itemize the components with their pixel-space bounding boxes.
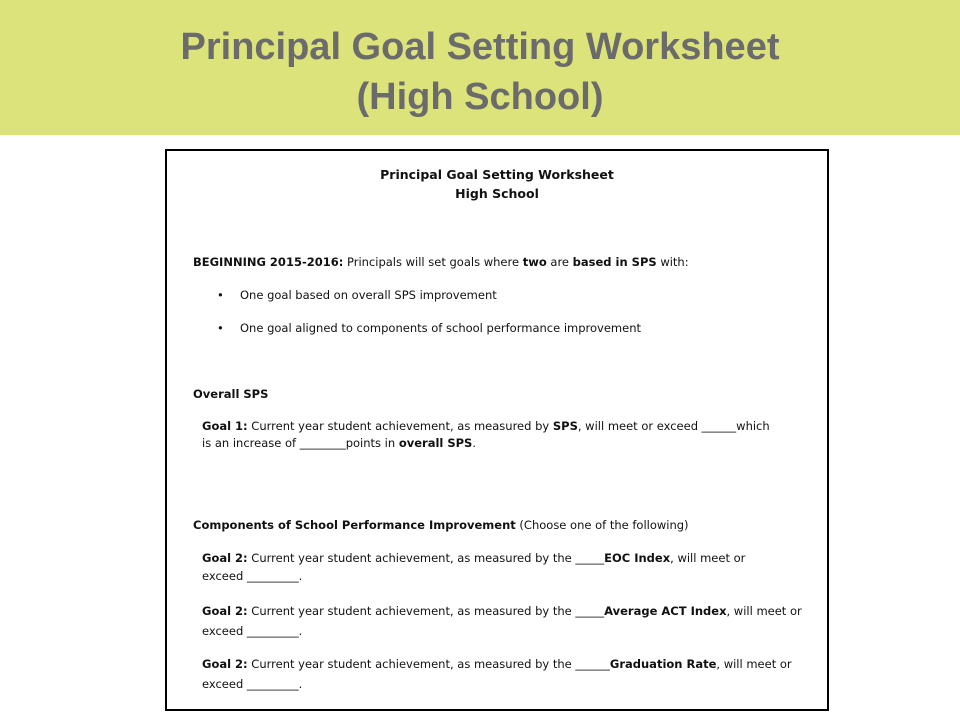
document-title: Principal Goal Setting Worksheet [380, 167, 614, 182]
goal-2-act-label: Goal 2: [202, 604, 248, 618]
bullet-item-1: One goal based on overall SPS improvement [240, 288, 497, 302]
goal-1-line-2 [202, 436, 476, 451]
goal-2-eoc-line-1 [202, 551, 745, 566]
worksheet-document [165, 149, 829, 711]
goal-1-text-b: SPS [552, 419, 578, 433]
goal-2-grad-text-c: , will meet or [716, 657, 792, 671]
intro-paragraph [193, 255, 689, 270]
intro-text-3: with: [656, 255, 689, 269]
intro-lead: BEGINNING 2015-2016: [193, 255, 344, 269]
goal-2-grad-label: Goal 2: [202, 657, 248, 671]
intro-text-1: Principals will set goals where [343, 255, 523, 269]
goal-2-eoc-text-a: Current year student achievement, as measured by the _____ [247, 551, 605, 565]
slide-title-line1: Principal Goal Setting Worksheet [180, 26, 780, 68]
intro-text-2: are [546, 255, 573, 269]
goal-2-eoc-text-c: , will meet or [670, 551, 746, 565]
intro-bold-two: two [522, 255, 547, 269]
components-heading [193, 518, 689, 533]
goal-1-text-c: , will meet or exceed ______which [577, 419, 770, 433]
goal-2-grad-line-1 [202, 657, 792, 672]
goal-2-act-line-2: exceed _________. [202, 624, 303, 638]
document-subtitle: High School [455, 186, 539, 201]
goal-1-label: Goal 1: [202, 419, 248, 433]
goal-1-text-d: is an increase of ________points in [202, 436, 399, 450]
intro-bold-sps: based in SPS [572, 255, 657, 269]
components-heading-bold: Components of School Performance Improvement [193, 518, 516, 532]
bullet-item-2: One goal aligned to components of school performance improvement [240, 321, 642, 335]
goal-2-eoc-text-b: EOC Index [604, 551, 671, 565]
overall-sps-heading: Overall SPS [193, 387, 269, 401]
slide-title-line2: (High School) [356, 76, 604, 118]
goal-1-text-e: overall SPS [398, 436, 473, 450]
goal-1-text-f: . [472, 436, 476, 450]
goal-2-act-text-b: Average ACT Index [604, 604, 727, 618]
components-heading-suffix: (Choose one of the following) [515, 518, 689, 532]
goal-2-act-line-1 [202, 604, 802, 619]
goal-2-grad-text-a: Current year student achievement, as measured by the ______ [247, 657, 610, 671]
goal-2-grad-text-b: Graduation Rate [609, 657, 717, 671]
goal-1-line-1 [202, 419, 770, 434]
goal-2-eoc-label: Goal 2: [202, 551, 248, 565]
bullet-marker-2: • [217, 321, 224, 335]
slide-title [0, 22, 960, 122]
goal-2-eoc-line-2: exceed _________. [202, 569, 303, 583]
goal-1-text-a: Current year student achievement, as measured by [247, 419, 553, 433]
goal-2-act-text-a: Current year student achievement, as measured by the _____ [247, 604, 605, 618]
goal-2-act-text-c: , will meet or [726, 604, 802, 618]
goal-2-grad-line-2: exceed _________. [202, 677, 303, 691]
bullet-marker-1: • [217, 288, 224, 302]
